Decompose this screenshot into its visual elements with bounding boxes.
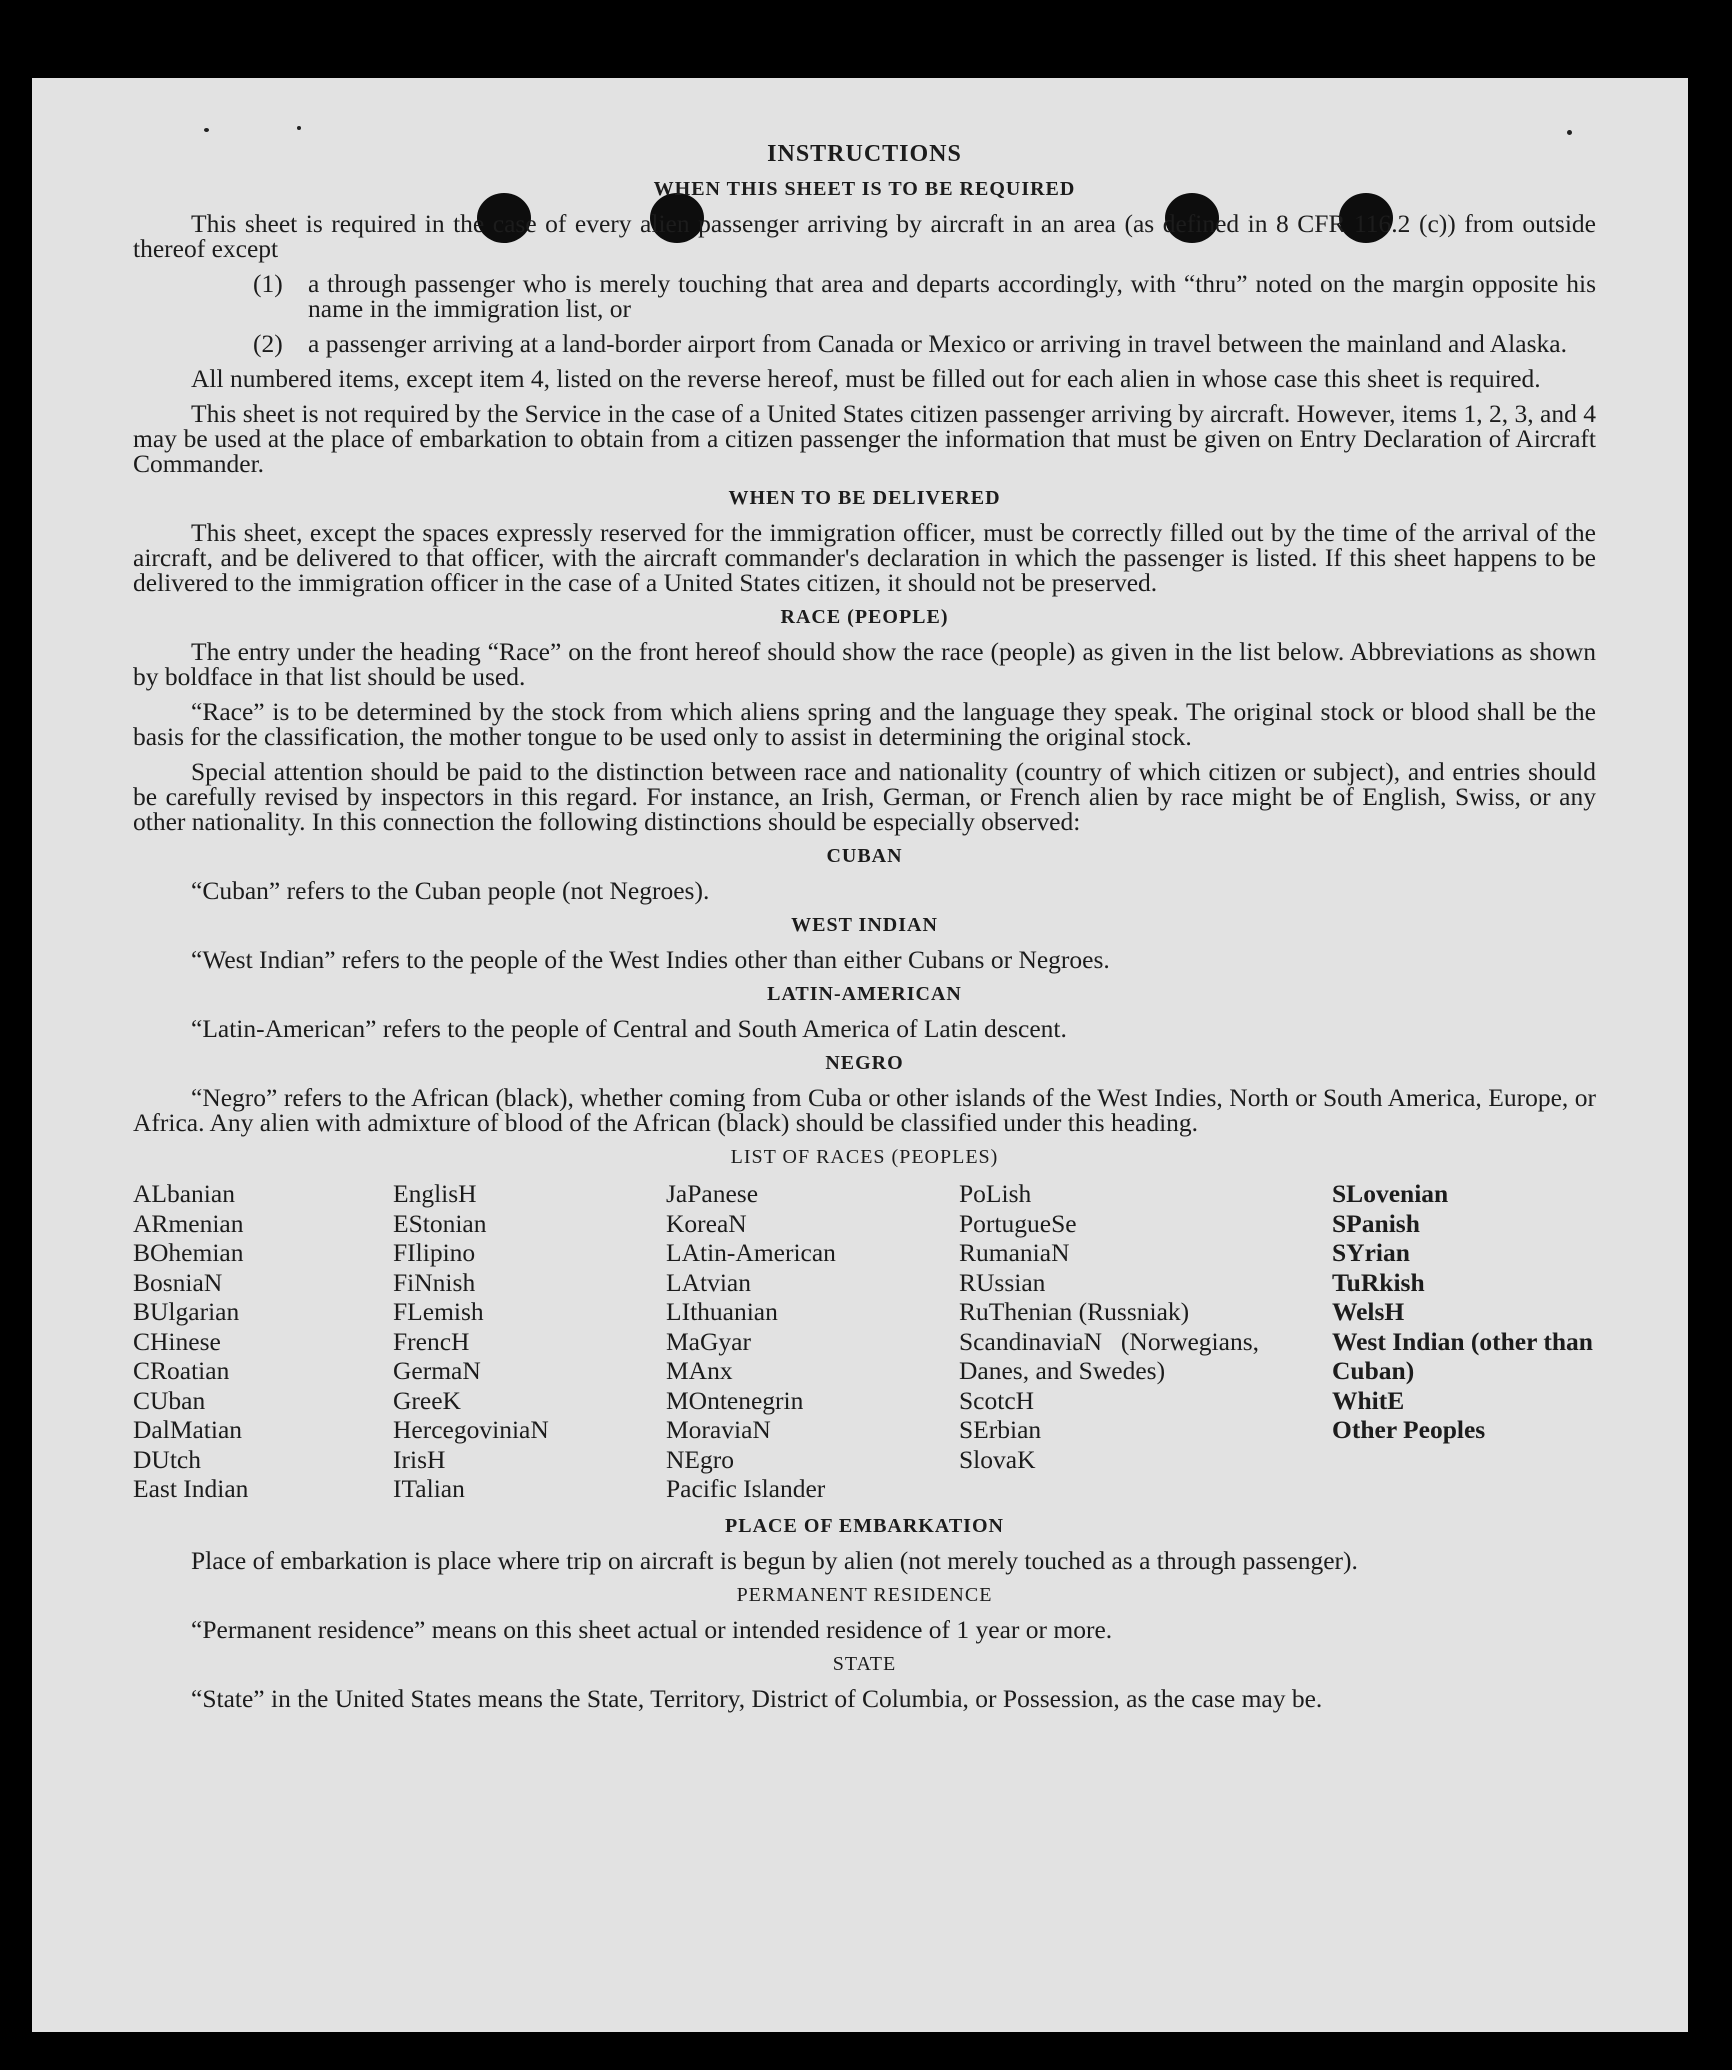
race-item: PoLish — [959, 1179, 1032, 1208]
race-item: RUssian — [959, 1267, 1046, 1297]
race-item: WelsH — [1332, 1297, 1405, 1326]
numbered-item — [253, 331, 1596, 356]
race-list — [133, 1179, 1596, 1504]
race-item: BOhemian — [133, 1238, 244, 1267]
item-text: a through passenger who is merely touching that area and departs accordingly, with “thru” noted on the margin opposite his name in the immigration list, or — [308, 269, 1596, 323]
race-item: SLovenian — [1332, 1179, 1449, 1208]
race-item: ARmenian — [133, 1208, 244, 1238]
section-heading: NEGRO — [825, 1052, 904, 1074]
race-item: Pacific Islander — [666, 1474, 826, 1503]
race-item: GreeK — [393, 1385, 461, 1415]
paragraph: “Race” is to be determined by the stock from which aliens spring and the language they speak. The original stock or blood shall be the basis for the classification, the mother tongue to be used only to assist in determining the original stock. — [133, 697, 1596, 751]
paragraph: All numbered items, except item 4, listed on the reverse hereof, must be filled out for each alien in whose case this sheet is required. — [191, 364, 1541, 393]
paragraph: The entry under the heading “Race” on the front hereof should show the race (people) as given in the list below. Abbreviations as shown by boldface in that list should be used. — [133, 637, 1596, 691]
race-item: Other Peoples — [1332, 1415, 1486, 1444]
race-item: West Indian (other than Cuban) — [1332, 1326, 1593, 1385]
race-item: SYrian — [1332, 1238, 1410, 1267]
race-item: GermaN — [393, 1356, 481, 1385]
race-item: CHinese — [133, 1326, 221, 1356]
page-title: INSTRUCTIONS — [767, 141, 962, 167]
race-item: EStonian — [393, 1208, 487, 1238]
race-item: MoraviaN — [666, 1415, 771, 1444]
race-item: CUban — [133, 1385, 206, 1415]
section-heading: RACE (PEOPLE) — [780, 606, 949, 628]
race-column — [1332, 1179, 1596, 1504]
paragraph: “Permanent residence” means on this sheet actual or intended residence of 1 year or more. — [191, 1614, 1113, 1644]
section-heading: PLACE OF EMBARKATION — [725, 1514, 1004, 1537]
section-heading: LATIN-AMERICAN — [767, 983, 962, 1005]
race-column — [393, 1179, 666, 1504]
race-item: MAnx — [666, 1356, 733, 1385]
race-item: TuRkish — [1332, 1267, 1425, 1297]
instructions-content — [133, 138, 1596, 1721]
item-number: (2) — [253, 329, 283, 358]
section-heading: WHEN THIS SHEET IS TO BE REQUIRED — [653, 178, 1076, 200]
race-item: FrencH — [393, 1326, 470, 1356]
paragraph: “West Indian” refers to the people of the West Indies other than either Cubans or Negroes. — [191, 945, 1110, 974]
speck — [1567, 130, 1572, 135]
race-item: BosniaN — [133, 1267, 223, 1297]
race-item: SPanish — [1332, 1208, 1420, 1238]
race-item: JaPanese — [666, 1179, 759, 1208]
section-heading: STATE — [832, 1652, 897, 1675]
race-item: LAtin-American — [666, 1238, 836, 1267]
section-heading: WEST INDIAN — [791, 914, 938, 936]
section-heading: LIST OF RACES (PEOPLES) — [730, 1146, 999, 1168]
paragraph: “Latin-American” refers to the people of Central and South America of Latin descent. — [191, 1014, 1067, 1043]
race-item: FIlipino — [393, 1238, 476, 1267]
race-item: MOntenegrin — [666, 1385, 804, 1415]
speck — [297, 126, 301, 130]
race-item: RuThenian (Russniak) — [959, 1297, 1190, 1326]
race-item: PortugueSe — [959, 1208, 1077, 1238]
paragraph: This sheet is not required by the Service in the case of a United States citizen passenger arriving by aircraft. However, items 1, 2, 3, and 4 may be used at the place of embarkation to obtain from a citizen passenger the information that must be given on Entry Declaration of Aircraft Commander. — [133, 399, 1596, 478]
race-item: RumaniaN — [959, 1238, 1070, 1267]
paragraph: Place of embarkation is place where trip on aircraft is begun by alien (not merely touched as a through passenger). — [191, 1545, 1358, 1575]
race-item: ScotcH — [959, 1385, 1035, 1415]
race-item: HercegoviniaN — [393, 1415, 549, 1444]
race-item: MaGyar — [666, 1326, 751, 1356]
race-item: LIthuanian — [666, 1297, 778, 1326]
paragraph: Special attention should be paid to the distinction between race and nationality (country of which citizen or subject), and entries should be carefully revised by inspectors in this regard. For instance, an Irish, German, or French alien by race might be of English, Swiss, or any other nationality. In this connection the following distinctions should be especially observed: — [133, 757, 1596, 836]
item-number: (1) — [253, 269, 283, 298]
paragraph: This sheet is required in the case of every alien passenger arriving by aircraft in an area (as defined in 8 CFR 116.2 (c)) from outside thereof except — [133, 209, 1596, 263]
paragraph: This sheet, except the spaces expressly reserved for the immigration officer, must be correctly filled out by the time of the arrival of the aircraft, and be delivered to that officer, with the aircraft commander's declaration in which the passenger is listed. If this sheet happens to be delivered to the immigration officer in the case of a United States citizen, it should not be preserved. — [133, 518, 1596, 597]
race-column — [133, 1179, 393, 1504]
race-item: CRoatian — [133, 1356, 230, 1385]
race-item: SlovaK — [959, 1444, 1036, 1474]
speck — [204, 128, 209, 132]
race-item: BUlgarian — [133, 1297, 240, 1326]
race-item: ALbanian — [133, 1179, 235, 1208]
paragraph: “Negro” refers to the African (black), whether coming from Cuba or other islands of the West Indies, North or South America, Europe, or Africa. Any alien with admixture of blood of the African (black) should be classified under this heading. — [133, 1083, 1596, 1137]
paragraph: “Cuban” refers to the Cuban people (not Negroes). — [191, 876, 710, 905]
race-item: EnglisH — [393, 1179, 477, 1208]
race-item: LAtvian — [666, 1267, 751, 1297]
item-text: a passenger arriving at a land-border airport from Canada or Mexico or arriving in travel between the mainland and Alaska. — [308, 329, 1567, 358]
numbered-item — [253, 271, 1596, 321]
paragraph: “State” in the United States means the State, Territory, District of Columbia, or Possession, as the case may be. — [191, 1683, 1323, 1713]
race-item: IrisH — [393, 1444, 446, 1474]
race-item: WhitE — [1332, 1385, 1405, 1415]
race-item: East Indian — [133, 1474, 249, 1503]
race-item: KoreaN — [666, 1208, 747, 1238]
race-item: DalMatian — [133, 1415, 243, 1444]
section-heading: WHEN TO BE DELIVERED — [728, 487, 1001, 509]
race-item: ITalian — [393, 1474, 465, 1503]
race-item: FLemish — [393, 1297, 484, 1326]
race-item: SErbian — [959, 1415, 1042, 1444]
race-column — [959, 1179, 1332, 1504]
race-item: FiNnish — [393, 1267, 476, 1297]
race-item: NEgro — [666, 1444, 734, 1474]
section-heading: CUBAN — [826, 845, 903, 867]
race-column — [666, 1179, 959, 1504]
race-item: DUtch — [133, 1444, 201, 1474]
race-item: ScandinaviaN (Norwegians, Danes, and Swedes) — [959, 1326, 1259, 1385]
section-heading: PERMANENT RESIDENCE — [736, 1583, 993, 1606]
